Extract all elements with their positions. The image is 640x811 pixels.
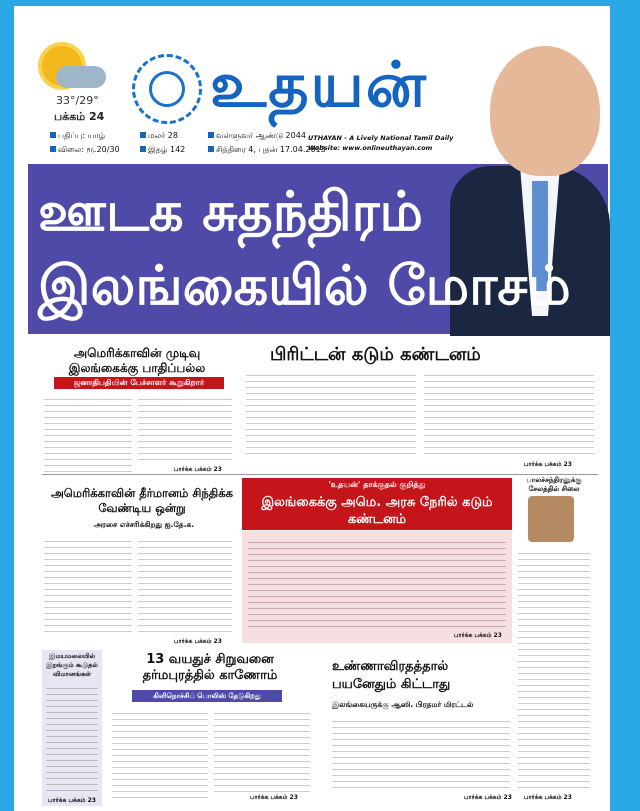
- volume-label: மலர் 28: [148, 131, 178, 140]
- attack-box-kicker: 'உதயன்' தாக்குதல் குறித்து: [328, 480, 426, 489]
- article-fast-title[interactable]: உண்ணாவிரதத்தால் பயனேதும் கிட்டாது: [332, 659, 451, 692]
- article-body-text: [138, 536, 232, 636]
- date-label: சித்திரை 4, புதன் 17.04.2013: [216, 145, 326, 154]
- website-link[interactable]: Website: www.onlineuthayan.com: [308, 144, 433, 152]
- cloud-icon: [56, 66, 106, 88]
- article-boy-subtitle: கிளிநொச்சிப் பொலிஸ் தேடுகிறது: [132, 690, 282, 702]
- article-body-text: [44, 536, 132, 636]
- right-strip-article: [518, 476, 590, 806]
- english-tagline-block: [308, 133, 453, 153]
- left-box-article: [42, 650, 102, 806]
- newspaper-front-page: [14, 6, 610, 811]
- temperature: 33°/29°: [56, 94, 99, 107]
- page-background-edge: [610, 0, 640, 811]
- article-america-resolution-subtitle: அரசை எச்சரிக்கிறது ஐ.தே.க.: [93, 520, 195, 529]
- article-body-text: [44, 394, 132, 474]
- article-fast-subtitle: இலங்கையருக்கு ஆஸி. பிரதமர் மிரட்டல்: [332, 700, 474, 709]
- divider: [42, 474, 598, 475]
- article-body-text: [246, 370, 416, 458]
- right-strip-title[interactable]: பாலச்சந்திரனுக்கு சேலத்தில் சிலை: [526, 476, 582, 493]
- continued-label[interactable]: பார்க்க பக்கம் 23: [174, 466, 222, 473]
- article-body-text: [46, 683, 98, 793]
- article-body-text: [112, 708, 208, 798]
- attack-box-title[interactable]: இலங்கைக்கு அமெ. அரசு நேரில் கடும் கண்டனம்: [261, 495, 493, 527]
- article-body-text: [138, 394, 232, 464]
- article-america-decision-subtitle: ஜனாதிபதியின் பேச்சாளர் கூறுகிறார்: [54, 377, 224, 389]
- left-box-title[interactable]: இமயமலையில் இறங்கும் கூடுதல் விமானங்கள்: [46, 652, 98, 678]
- article-boy-title[interactable]: 13 வயதுச் சிறுவனை தர்மபுரத்தில் காணோம்: [142, 652, 278, 683]
- continued-label[interactable]: பார்க்க பக்கம் 23: [464, 794, 512, 801]
- article-body-text: [214, 708, 310, 792]
- child-photo: [528, 496, 574, 542]
- english-tagline: UTHAYAN - A Lively National Tamil Daily: [308, 134, 454, 142]
- edition-label: பதிப்பு: யாழ்: [58, 131, 106, 140]
- continued-label[interactable]: பார்க்க பக்கம் 23: [250, 794, 298, 801]
- article-body-text: [518, 548, 590, 788]
- info-edition: [50, 129, 120, 157]
- emblem-icon: [132, 54, 202, 124]
- year-label: வள்ளுவர் ஆண்டு 2044: [216, 131, 306, 140]
- continued-label[interactable]: பார்க்க பக்கம் 23: [174, 638, 222, 645]
- price-label: விலை: ரூ.20/30: [58, 145, 120, 154]
- headline-line-1[interactable]: ஊடக சுதந்திரம்: [38, 180, 423, 243]
- continued-label[interactable]: பார்க்க பக்கம் 23: [524, 461, 572, 468]
- issue-label: இதழ் 142: [148, 145, 186, 154]
- page-count: பக்கம் 24: [54, 110, 105, 123]
- headline-line-2[interactable]: இலங்கையில் மோசம்: [38, 254, 571, 317]
- attack-box-body: [242, 531, 512, 643]
- info-volume: [140, 129, 185, 157]
- article-america-resolution-title[interactable]: அமெரிக்காவின் தீர்மானம் சிந்திக்க வேண்டிய ஒன்று: [51, 486, 233, 515]
- continued-label[interactable]: பார்க்க பக்கம் 23: [454, 632, 502, 639]
- newspaper-logo: உதயன்: [210, 48, 428, 121]
- continued-label[interactable]: பார்க்க பக்கம் 23: [524, 794, 572, 801]
- article-body-text: [424, 370, 594, 458]
- article-britain-title[interactable]: பிரிட்டன் கடும் கண்டனம்: [270, 344, 481, 365]
- article-america-decision-title[interactable]: அமெரிக்காவின் முடிவு இலங்கைக்கு பாதிப்பல்ல: [68, 346, 206, 375]
- article-body-text: [332, 716, 510, 792]
- continued-label[interactable]: பார்க்க பக்கம் 23: [48, 797, 96, 804]
